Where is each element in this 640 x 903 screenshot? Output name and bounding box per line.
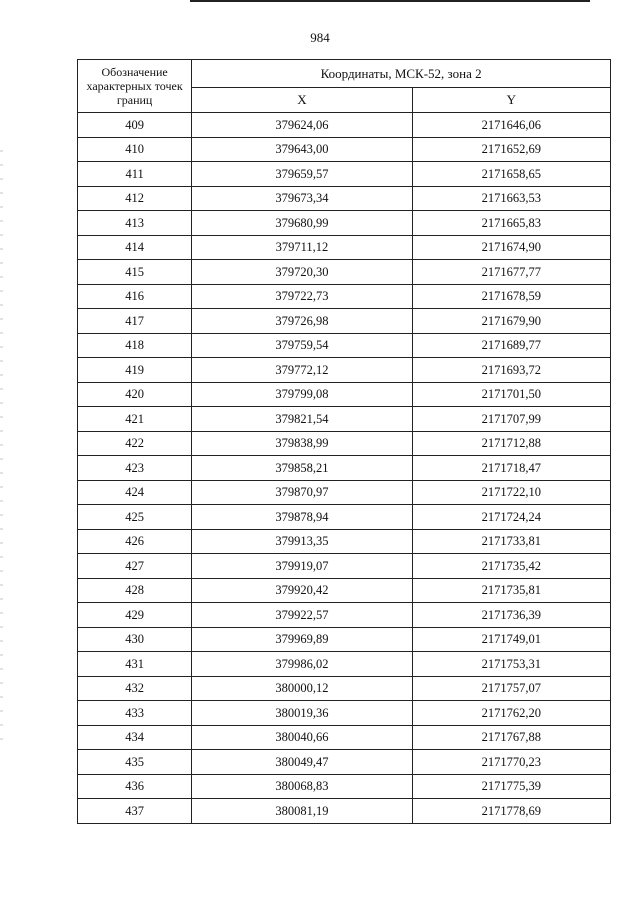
cell-y: 2171679,90 <box>412 309 610 334</box>
cell-point: 428 <box>78 578 192 603</box>
cell-point: 417 <box>78 309 192 334</box>
table-header <box>78 60 611 113</box>
cell-y: 2171678,59 <box>412 284 610 309</box>
cell-point: 418 <box>78 333 192 358</box>
cell-point: 422 <box>78 431 192 456</box>
cell-x: 379919,07 <box>192 554 412 579</box>
table-row <box>78 382 611 407</box>
cell-y: 2171770,23 <box>412 750 610 775</box>
cell-x: 379920,42 <box>192 578 412 603</box>
coordinates-table <box>77 59 611 824</box>
cell-x: 379624,06 <box>192 113 412 138</box>
cell-y: 2171735,81 <box>412 578 610 603</box>
cell-y: 2171677,77 <box>412 260 610 285</box>
cell-point: 412 <box>78 186 192 211</box>
cell-x: 379643,00 <box>192 137 412 162</box>
cell-x: 379858,21 <box>192 456 412 481</box>
table-row <box>78 701 611 726</box>
table-row <box>78 284 611 309</box>
table-row <box>78 137 611 162</box>
table-row <box>78 725 611 750</box>
cell-x: 380019,36 <box>192 701 412 726</box>
cell-x: 380081,19 <box>192 799 412 824</box>
cell-y: 2171658,65 <box>412 162 610 187</box>
cell-point: 429 <box>78 603 192 628</box>
cell-y: 2171775,39 <box>412 774 610 799</box>
cell-point: 419 <box>78 358 192 383</box>
cell-y: 2171736,39 <box>412 603 610 628</box>
cell-x: 379986,02 <box>192 652 412 677</box>
table-row <box>78 529 611 554</box>
cell-x: 380068,83 <box>192 774 412 799</box>
cell-x: 379922,57 <box>192 603 412 628</box>
cell-point: 409 <box>78 113 192 138</box>
cell-point: 416 <box>78 284 192 309</box>
cell-x: 379838,99 <box>192 431 412 456</box>
table-row <box>78 358 611 383</box>
cell-x: 379772,12 <box>192 358 412 383</box>
cell-x: 379722,73 <box>192 284 412 309</box>
cell-y: 2171718,47 <box>412 456 610 481</box>
cell-point: 435 <box>78 750 192 775</box>
cell-point: 437 <box>78 799 192 824</box>
cell-y: 2171689,77 <box>412 333 610 358</box>
table-row <box>78 578 611 603</box>
cell-y: 2171724,24 <box>412 505 610 530</box>
cell-y: 2171778,69 <box>412 799 610 824</box>
cell-y: 2171735,42 <box>412 554 610 579</box>
cell-point: 410 <box>78 137 192 162</box>
cell-y: 2171665,83 <box>412 211 610 236</box>
cell-y: 2171663,53 <box>412 186 610 211</box>
table-row <box>78 750 611 775</box>
cell-point: 434 <box>78 725 192 750</box>
table-row <box>78 211 611 236</box>
cell-x: 379969,89 <box>192 627 412 652</box>
top-rule <box>190 0 590 2</box>
cell-x: 379711,12 <box>192 235 412 260</box>
cell-x: 380040,66 <box>192 725 412 750</box>
table-row <box>78 407 611 432</box>
table-row <box>78 676 611 701</box>
cell-x: 380000,12 <box>192 676 412 701</box>
table-row <box>78 186 611 211</box>
cell-x: 379673,34 <box>192 186 412 211</box>
table-row <box>78 260 611 285</box>
cell-x: 380049,47 <box>192 750 412 775</box>
cell-x: 379680,99 <box>192 211 412 236</box>
cell-point: 413 <box>78 211 192 236</box>
cell-y: 2171762,20 <box>412 701 610 726</box>
table-row <box>78 554 611 579</box>
cell-y: 2171712,88 <box>412 431 610 456</box>
cell-y: 2171767,88 <box>412 725 610 750</box>
table-row <box>78 113 611 138</box>
cell-y: 2171722,10 <box>412 480 610 505</box>
cell-y: 2171701,50 <box>412 382 610 407</box>
cell-y: 2171652,69 <box>412 137 610 162</box>
table-row <box>78 456 611 481</box>
cell-point: 424 <box>78 480 192 505</box>
cell-y: 2171749,01 <box>412 627 610 652</box>
cell-x: 379821,54 <box>192 407 412 432</box>
cell-x: 379870,97 <box>192 480 412 505</box>
table-row <box>78 799 611 824</box>
cell-point: 432 <box>78 676 192 701</box>
table-row <box>78 603 611 628</box>
header-x: X <box>192 88 412 113</box>
cell-point: 427 <box>78 554 192 579</box>
cell-y: 2171707,99 <box>412 407 610 432</box>
cell-y: 2171733,81 <box>412 529 610 554</box>
cell-y: 2171674,90 <box>412 235 610 260</box>
header-y: Y <box>412 88 610 113</box>
cell-x: 379759,54 <box>192 333 412 358</box>
cell-x: 379720,30 <box>192 260 412 285</box>
cell-point: 414 <box>78 235 192 260</box>
cell-x: 379799,08 <box>192 382 412 407</box>
cell-y: 2171757,07 <box>412 676 610 701</box>
cell-y: 2171753,31 <box>412 652 610 677</box>
table-row <box>78 627 611 652</box>
cell-x: 379659,57 <box>192 162 412 187</box>
page-number: 984 <box>310 30 330 45</box>
table-row <box>78 162 611 187</box>
table-row <box>78 431 611 456</box>
table-row <box>78 480 611 505</box>
cell-point: 411 <box>78 162 192 187</box>
table-row <box>78 652 611 677</box>
cell-y: 2171693,72 <box>412 358 610 383</box>
table-row <box>78 309 611 334</box>
cell-point: 425 <box>78 505 192 530</box>
cell-point: 415 <box>78 260 192 285</box>
header-point-label: Обозначение характерных точек границ <box>78 60 192 113</box>
cell-point: 431 <box>78 652 192 677</box>
cell-point: 436 <box>78 774 192 799</box>
cell-point: 420 <box>78 382 192 407</box>
table-body <box>78 113 611 824</box>
cell-point: 426 <box>78 529 192 554</box>
table-row <box>78 774 611 799</box>
cell-x: 379913,35 <box>192 529 412 554</box>
cell-x: 379726,98 <box>192 309 412 334</box>
table-row <box>78 235 611 260</box>
cell-point: 423 <box>78 456 192 481</box>
cell-point: 430 <box>78 627 192 652</box>
cell-x: 379878,94 <box>192 505 412 530</box>
table-row <box>78 505 611 530</box>
scan-edge-marks <box>0 150 3 750</box>
header-coord-system: Координаты, МСК-52, зона 2 <box>192 60 611 88</box>
cell-point: 433 <box>78 701 192 726</box>
cell-point: 421 <box>78 407 192 432</box>
cell-y: 2171646,06 <box>412 113 610 138</box>
table-row <box>78 333 611 358</box>
